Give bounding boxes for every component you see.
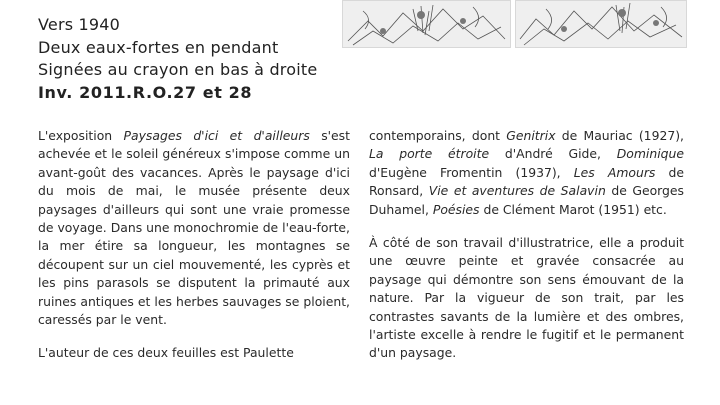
exhibition-title: Paysages d'ici et d'ailleurs	[123, 128, 310, 143]
etching-drawing-right	[516, 1, 686, 47]
etching-image-right	[515, 0, 687, 48]
artwork-caption	[38, 14, 358, 104]
book-title: Genitrix	[506, 128, 556, 143]
paragraph-painting: À côté de son travail d'illustratrice, elle a produit une œuvre peinte et gravée consacrée au paysage qui démontre son sens émouvant de la nature. Par la vigueur de son trait, par les contrastes savants de la lumière et des ombres, l'artiste excelle à rendre le fugitif et le permanent d'un paysage.	[369, 235, 684, 361]
paragraph-author: L'auteur de ces deux feuilles est Paulette	[38, 345, 294, 361]
caption-date: Vers 1940	[38, 15, 121, 34]
text-column-right	[369, 127, 684, 378]
caption-signature: Signées au crayon en bas à droite	[38, 60, 318, 79]
book-title: Les Amours	[573, 164, 656, 180]
book-title: Poésies	[432, 201, 480, 217]
text-column-left	[38, 127, 350, 378]
etching-image-left	[342, 0, 511, 48]
paragraph-exhibition: L'exposition Paysages d'ici et d'ailleurs s'est achevée et le soleil généreux s'impose comme un avant-goût des vacances. Après le paysage d'ici du mois de mai, le musée présente deux paysages d'ailleurs qui sont une vraie promesse de voyage. Dans une monochromie de l'eau-forte, la mer étire sa longueur, les montagnes se découpent sur un ciel mouvementé, les cyprès et les pins parasols se disputent la primauté aux ruines antiques et les herbes sauvages se ploient, caressés par le vent.	[38, 128, 350, 328]
book-title: Vie et aventures de Salavin	[428, 183, 606, 199]
book-title: Dominique	[616, 146, 684, 162]
book-title: La porte étroite	[369, 146, 490, 162]
caption-inventory: Inv. 2011.R.O.27 et 28	[38, 82, 253, 102]
paragraph-illustrated-works: contemporains, dont Genitrix de Mauriac (1927), La porte étroite d'André Gide, Dominique d'Eugène Fromentin (1937), Les Amours de Ronsard, Vie et aventures de Salavin de Georges Duhamel, Poésies de Clément Marot (1951) etc.	[369, 128, 684, 217]
caption-description: Deux eaux-fortes en pendant	[38, 37, 279, 57]
etching-drawing-left	[343, 1, 510, 47]
